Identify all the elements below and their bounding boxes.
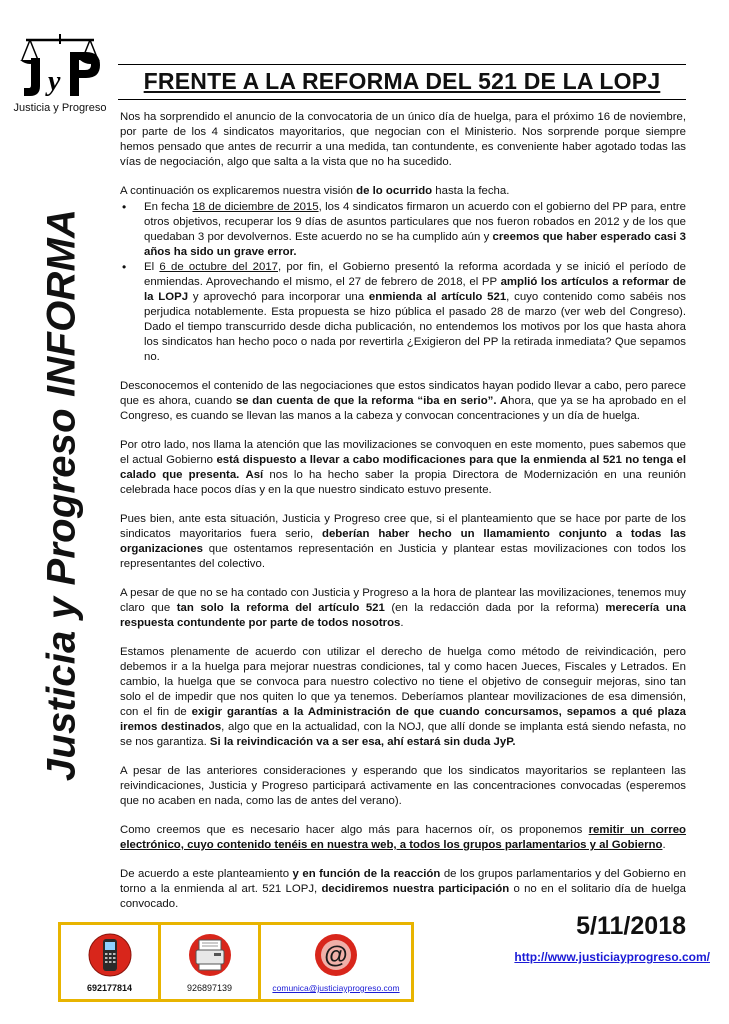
logo: [10, 30, 110, 122]
mobile-phone-icon: [88, 931, 132, 979]
contact-phone: [61, 925, 161, 999]
list-item: • El 6 de octubre del 2017, por fin, el Gobierno presentó la reforma acordada y se inició el período de enmiendas. Aprovechando el mismo, el 27 de febrero de 2018, el PP amplió los artículos a reformar de la LOPJ y aprovechó para incorporar una enmienda al artículo 521, cuyo contenido como sabéis nos perjudica notablemente. Esta propuesta se hizo pública el pasado 28 de marzo (ver web del Congreso). Dado el tiempo transcurrido desde dicha publicación, no entendemos los motivos por los que hasta ahora los sindicatos han hecho poco o nada por revertirla ¿Exigieron del PP la retirada inmediata? Que sepamos no.: [120, 260, 686, 365]
paragraph: Estamos plenamente de acuerdo con utilizar el derecho de huelga como método de reivindicación, pero debemos ir a la huelga para mejorar nuestras condiciones, tal y como hacen Jueces, Fiscales y Letrados. En cambio, la huelga que se convoca para nuestro colectivo no tiene el objetivo de conseguir mejoras, sino tan solo el de impedir que nos quiten lo que ya tenemos. Deberíamos plantear movilizaciones de esa dimensión, con el fin de exigir garantías a la Administración de que cuando concursamos, sepamos a qué plaza iremos destinados, algo que en la actualidad, con la NOJ, que allí donde se implanta está siendo nefasta, no se nos garantiza. Si la reivindicación va a ser esa, ahí estará sin duda JyP.: [120, 646, 686, 748]
phone-number[interactable]: 692177814: [86, 983, 133, 993]
svg-text:@: @: [324, 942, 348, 969]
email-address[interactable]: comunica@justiciayprogreso.com: [272, 983, 400, 993]
contact-box: [58, 922, 414, 1002]
paragraph: A continuación os explicaremos nuestra visión de lo ocurrido hasta la fecha.: [120, 185, 510, 197]
page-title: FRENTE A LA REFORMA DEL 521 DE LA LOPJ: [143, 68, 661, 94]
paragraph: A pesar de que no se ha contado con Justicia y Progreso a la hora de plantear las movilizaciones, tenemos muy claro que tan solo la reforma del artículo 521 (en la redacción dada por la reforma) merecería una respuesta contundente por parte de todos nosotros.: [120, 587, 686, 629]
contact-fax: [161, 925, 261, 999]
side-banner-text: Justicia y Progreso INFORMA: [39, 208, 84, 782]
paragraph: Como creemos que es necesario hacer algo más para hacernos oír, os proponemos remitir un correo electrónico, cuyo contenido tenéis en nuestra web, a todos los grupos parlamentarios y al Gobierno.: [120, 824, 687, 851]
document-body: [120, 110, 686, 926]
paragraph: A pesar de las anteriores consideraciones y esperando que los sindicatos mayoritarios se replanteen las reivindicaciones, Justicia y Progreso participará activamente en las concentraciones convocadas (esperemos que no acaben en nada, como las de antes del verano).: [120, 765, 686, 807]
paragraph: Por otro lado, nos llama la atención que las movilizaciones se convoquen en este momento, pues sabemos que el actual Gobierno está dispuesto a llevar a cabo modificaciones para que la enmienda al 521 no tenga el calado que presenta. Así nos lo ha hecho saber la propia Directora de Modernización en una reunión celebrada hace pocos días y en la que nuestro sindicato estuvo presente.: [120, 439, 687, 496]
contact-email: [261, 925, 411, 999]
svg-text:y: y: [48, 66, 61, 97]
list-item: • En fecha 18 de diciembre de 2015, los 4 sindicatos firmaron un acuerdo con el gobierno del PP para, entre otros objetivos, recuperar los 9 días de asuntos particulares que nos fueron robados en 2012 y de los que quedaban 3 por devolvernos. Este acuerdo no se ha cumplido aún y creemos que haber esperado casi 3 años ha sido un grave error.: [120, 200, 686, 260]
scales-of-justice-icon: [16, 30, 104, 100]
email-campaign-link[interactable]: remitir un correo electrónico, cuyo contenido tenéis en nuestra web, a todos los grupos parlamentarios y al Gobierno: [120, 824, 687, 851]
website-link[interactable]: http://www.justiciayprogreso.com/: [514, 950, 710, 964]
at-sign-icon: [314, 931, 358, 979]
title-rule-top: [118, 64, 686, 65]
logo-text: Justicia y Progreso: [13, 102, 107, 114]
fax-number[interactable]: 926897139: [186, 983, 233, 993]
paragraph: Desconocemos el contenido de las negociaciones que estos sindicatos hayan podido llevar a cabo, pero parece que es ahora, cuando se dan cuenta de que la reforma “iba en serio”. Ahora, que ya se ha aprobado en el Congreso, es cuando se llevan las manos a la cabeza y convocan concentraciones y un día de huelga.: [120, 380, 686, 422]
document-date: 5/11/2018: [576, 912, 686, 940]
side-banner: [38, 180, 86, 810]
paragraph: Pues bien, ante esta situación, Justicia y Progreso cree que, si el planteamiento que se hace por parte de los sindicatos mayoritarios fuera serio, deberían haber hecho un llamamiento conjunto a todas las organizaciones que ostentamos representación en Justicia y plantear estas movilizaciones con todos los representantes del colectivo.: [120, 513, 686, 570]
title-rule-bottom: [118, 99, 686, 100]
bullet-list: [120, 200, 686, 365]
paragraph: De acuerdo a este planteamiento y en función de la reacción de los grupos parlamentarios y del Gobierno en torno a la enmienda al art. 521 LOPJ, decidiremos nuestra participación o no en el solitario día de huelga convocado.: [120, 868, 686, 910]
fax-machine-icon: [188, 931, 232, 979]
paragraph: Nos ha sorprendido el anuncio de la convocatoria de un único día de huelga, para el próximo 16 de noviembre, por parte de los 4 sindicatos mayoritarios, que negocian con el Ministerio. Nos sorprende porque siempre hemos pensado que antes de recurrir a una medida, tan contundente, es conveniente haber agotado todas las vías de negociación, algo que salta a la vista que no ha sucedido.: [120, 111, 686, 168]
